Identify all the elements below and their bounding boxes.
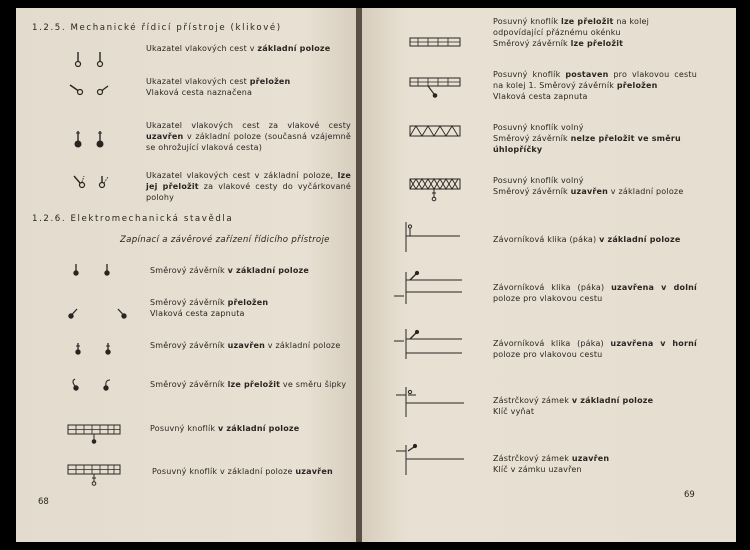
- elmech-item-6-text: Posuvný knoflík v základní poloze uzavřen: [152, 467, 333, 476]
- section-subtitle: Zapínací a závěrové zařízení řídicího přístroje: [120, 235, 330, 245]
- page-number-left: 68: [38, 497, 49, 507]
- direction-lock-switched-symbol: [66, 305, 130, 323]
- right-item-5-text: Závorníková klika (páka) v základní poloze: [493, 235, 681, 244]
- direction-lock-switchable-symbol: [68, 377, 116, 393]
- slide-knob-free-symbol: [408, 124, 464, 140]
- elmech-item-1-text: Směrový závěrník v základní poloze: [150, 266, 310, 275]
- elmech-item-2-text: Směrový závěrník přeložen Vlaková cesta zapnuta: [150, 298, 269, 319]
- plug-lock-locked-symbol: [394, 443, 470, 477]
- mech-item-3-text: Ukazatel vlakových cest za vlakové cesty uzavřen v základní poloze (současná vzájemně se ohrožující vlaková cesta): [146, 121, 351, 153]
- slide-knob-locked-symbol: [66, 460, 122, 488]
- slide-knob-set-symbol: [408, 76, 464, 100]
- right-item-6-text: Závorníková klika (páka) uzavřena v dolní poloze pro vlakovou cestu: [493, 283, 697, 304]
- elmech-item-3-text: Směrový závěrník uzavřen v základní poloze: [150, 341, 341, 350]
- elmech-item-5-text: Posuvný knoflík v základní poloze: [150, 424, 300, 433]
- right-item-4-text: Posuvný knoflík volný Směrový závěrník uzavřen v základní poloze: [493, 176, 684, 197]
- mech-item-2-text: Ukazatel vlakových cest přeložen Vlaková cesta naznačena: [146, 77, 291, 98]
- direction-lock-basic-symbol: [70, 262, 116, 278]
- right-item-7-text: Závorníková klika (páka) uzavřena v horní poloze pro vlakovou cestu: [493, 339, 697, 360]
- route-indicator-basic-symbol: [72, 50, 112, 70]
- section-heading-electromechanical: 1.2.6. Elektromechanická stavědla: [32, 214, 234, 224]
- section-heading-mechanical: 1.2.5. Mechanické řídicí přístroje (klikové): [32, 23, 282, 33]
- barrier-lever-upper-locked-symbol: [392, 327, 468, 361]
- route-indicator-switchable-symbol: [72, 173, 116, 191]
- route-indicator-locked-symbol: [72, 126, 112, 150]
- right-item-2-text: Posuvný knoflík postaven pro vlakovou cestu na kolej 1. Směrový závěrník přeložen Vlaková cesta zapnuta: [493, 70, 697, 102]
- slide-knob-free-locked-symbol: [408, 177, 464, 205]
- right-item-9-text: Zástrčkový zámek uzavřen Klíč v zámku uzavřen: [493, 454, 610, 475]
- plug-lock-basic-symbol: [394, 385, 470, 419]
- slide-knob-switchable-symbol: [408, 36, 464, 50]
- right-item-1-text: Posuvný knoflík lze přeložit na kolej odpovídající přáznému okénku Směrový závěrník lze přeložit: [493, 17, 650, 49]
- right-item-8-text: Zástrčkový zámek v základní poloze Klíč vyňat: [493, 396, 654, 417]
- route-indicator-switched-symbol: [68, 82, 112, 100]
- barrier-lever-basic-symbol: [400, 220, 466, 254]
- elmech-item-4-text: Směrový závěrník lze přeložit ve směru šipky: [150, 380, 347, 389]
- slide-knob-basic-symbol: [66, 420, 122, 446]
- page-number-right: 69: [684, 490, 695, 500]
- barrier-lever-lower-locked-symbol: [392, 270, 468, 306]
- mech-item-4-text: Ukazatel vlakových cest v základní poloze, lze jej přeložit za vlakové cesty do vyčárkované polohy: [146, 171, 351, 203]
- direction-lock-locked-symbol: [72, 341, 118, 357]
- mech-item-1-text: Ukazatel vlakových cest v základní poloze: [146, 44, 331, 53]
- right-item-3-text: Posuvný knoflík volný Směrový závěrník nelze přeložit ve směru úhlopříčky: [493, 123, 681, 155]
